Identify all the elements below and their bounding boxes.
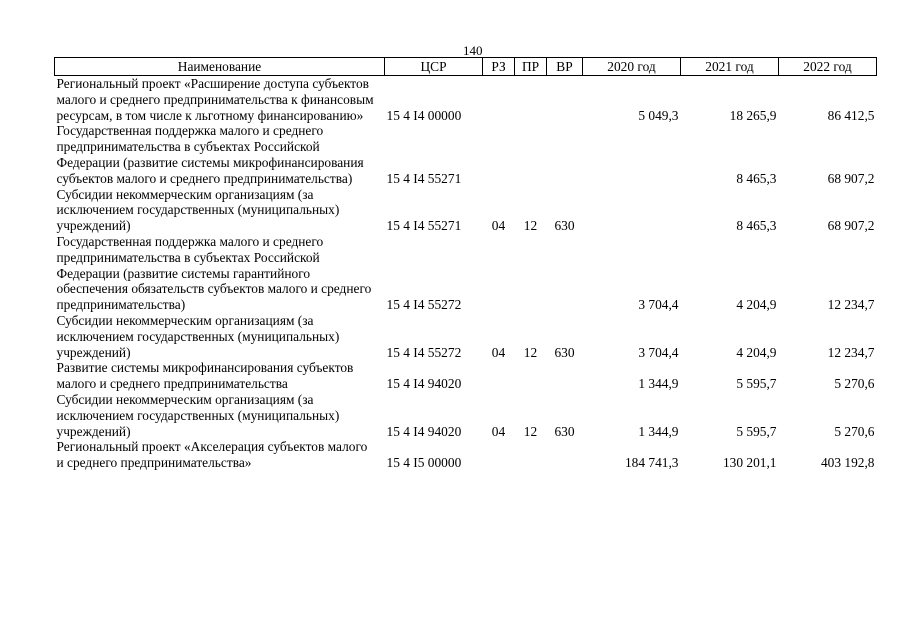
table-row [55,187,877,234]
row-rz [483,123,515,186]
row-rz [483,76,515,124]
row-2021: 18 265,9 [729,107,777,123]
row-csr: 15 4 I5 00000 [386,455,462,471]
row-pr: 12 [523,344,538,360]
row-2022: 12 234,7 [827,344,875,360]
row-2022: 12 234,7 [827,297,875,313]
row-2022: 68 907,2 [827,218,875,234]
header-name: Наименование [55,58,385,76]
row-pr [515,439,547,471]
row-csr: 15 4 I4 55272 [386,344,462,360]
row-rz [483,234,515,313]
row-name: Региональный проект «Акселерация субъектов малого и среднего предпринимательства» [56,439,368,471]
row-pr: 12 [523,218,538,234]
row-2022: 403 192,8 [820,455,875,471]
row-2020: 1 344,9 [638,376,679,392]
row-pr [515,234,547,313]
row-2022: 5 270,6 [834,423,875,439]
row-2021: 5 595,7 [736,423,777,439]
row-vr: 630 [554,218,575,234]
row-pr [515,360,547,392]
row-csr: 15 4 I4 94020 [386,376,462,392]
row-vr [547,76,583,124]
page-number: 140 [463,43,483,58]
row-2020: 184 741,3 [624,455,679,471]
table-row [55,76,877,124]
row-name: Субсидии некоммерческим организациям (за исключением государственных (муниципальных) учреждений) [56,391,340,439]
row-pr [515,76,547,124]
row-2020: 5 049,3 [638,107,679,123]
header-2021: 2021 год [681,58,779,76]
row-2020: 3 704,4 [638,344,679,360]
row-vr [547,360,583,392]
row-name: Государственная поддержка малого и среднего предпринимательства в субъектах Российской Федерации (развитие системы микрофинансирования субъектов малого и среднего предпринимательства) [56,123,364,186]
table-row [55,360,877,392]
row-2020 [583,187,681,234]
table-row [55,234,877,313]
table-header-row [55,58,877,76]
row-csr: 15 4 I4 00000 [386,107,462,123]
row-2022: 68 907,2 [827,170,875,186]
row-csr: 15 4 I4 55271 [386,170,462,186]
row-2021: 4 204,9 [736,344,777,360]
header-pr: ПР [515,58,547,76]
row-rz: 04 [491,218,506,234]
row-name: Региональный проект «Расширение доступа субъектов малого и среднего предпринимательства к финансовым ресурсам, в том числе к льготному финансированию» [56,76,374,123]
header-rz: РЗ [483,58,515,76]
row-vr: 630 [554,423,575,439]
row-name: Развитие системы микрофинансирования субъектов малого и среднего предпринимательства [56,360,354,392]
row-2021: 130 201,1 [722,455,777,471]
row-csr: 15 4 I4 94020 [386,423,462,439]
row-2021: 8 465,3 [736,218,777,234]
row-name: Субсидии некоммерческим организациям (за исключением государственных (муниципальных) учреждений) [56,312,340,360]
row-vr [547,234,583,313]
header-vr: ВР [547,58,583,76]
row-2020: 1 344,9 [638,423,679,439]
row-csr: 15 4 I4 55272 [386,297,462,313]
row-rz [483,360,515,392]
header-2020: 2020 год [583,58,681,76]
table-row [55,123,877,186]
row-vr [547,123,583,186]
row-csr: 15 4 I4 55271 [386,218,462,234]
row-2021: 5 595,7 [736,376,777,392]
table-row [55,392,877,439]
row-2020 [583,123,681,186]
table-row [55,439,877,471]
row-2022: 5 270,6 [834,376,875,392]
budget-table [54,57,877,471]
row-pr: 12 [523,423,538,439]
row-rz: 04 [491,423,506,439]
row-vr: 630 [554,344,575,360]
row-2022: 86 412,5 [827,107,875,123]
row-rz [483,439,515,471]
header-2022: 2022 год [779,58,877,76]
row-rz: 04 [491,344,506,360]
row-2020: 3 704,4 [638,297,679,313]
row-2021: 8 465,3 [736,170,777,186]
header-csr: ЦСР [385,58,483,76]
row-pr [515,123,547,186]
row-name: Государственная поддержка малого и среднего предпринимательства в субъектах Российской Федерации (развитие системы гарантийного обеспечения обязательств субъектов малого и среднего предпринимательства) [56,233,372,313]
row-name: Субсидии некоммерческим организациям (за исключением государственных (муниципальных) учреждений) [56,186,340,234]
table-row [55,313,877,360]
row-vr [547,439,583,471]
row-2021: 4 204,9 [736,297,777,313]
